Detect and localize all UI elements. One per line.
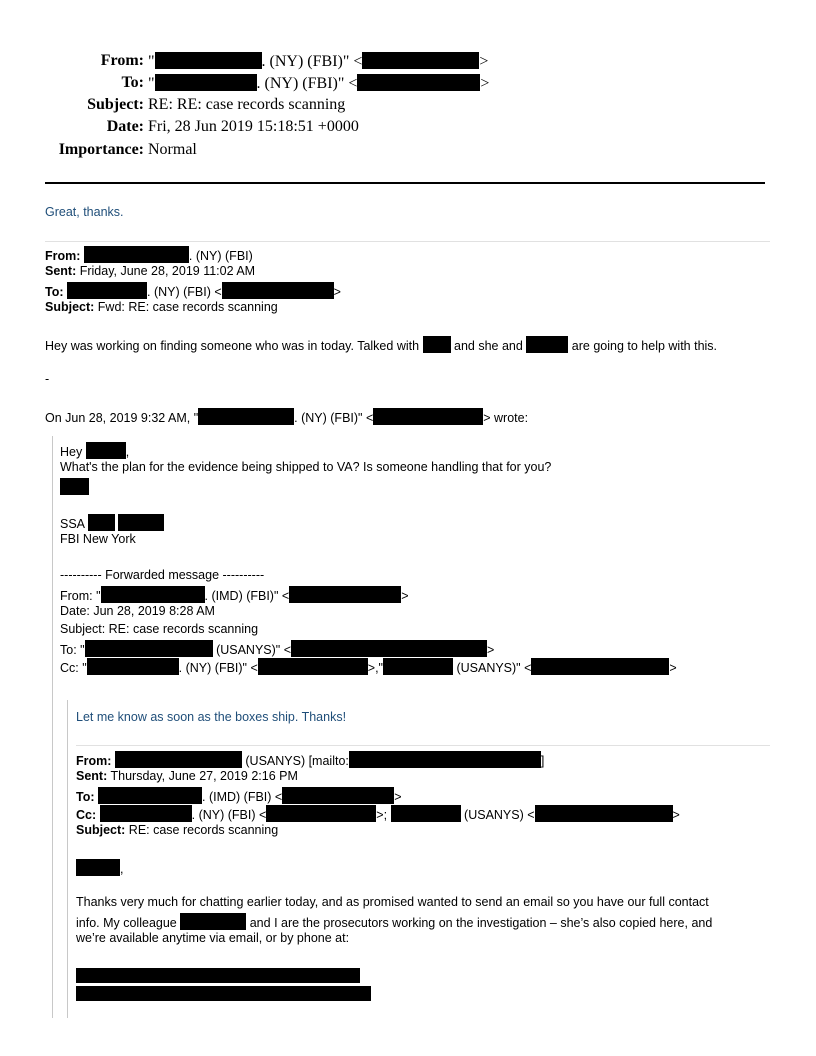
header-to-quote: " bbox=[148, 75, 155, 92]
redaction-block bbox=[67, 282, 147, 299]
header-to-row bbox=[0, 74, 816, 96]
redaction-block bbox=[362, 52, 479, 69]
redaction-block bbox=[373, 408, 483, 425]
quoted-sig-redacted bbox=[60, 478, 89, 495]
quote-intro: On Jun 28, 2019 9:32 AM, " . (NY) (FBI)" < > wrote: bbox=[45, 408, 528, 425]
redaction-block bbox=[60, 478, 89, 495]
inner-para-line-2: info. My colleague and I are the prosecutors working on the investigation – she’s also copied here, and bbox=[76, 913, 712, 930]
quoted-office: FBI New York bbox=[60, 532, 136, 546]
msg1-from-row bbox=[45, 246, 253, 263]
header-divider bbox=[45, 182, 765, 184]
redaction-block bbox=[76, 968, 360, 983]
redaction-block bbox=[88, 514, 115, 531]
msg1-to-row bbox=[45, 282, 341, 299]
msg1-from-text: . (NY) (FBI) bbox=[188, 249, 253, 263]
contact-redaction-1 bbox=[76, 967, 360, 985]
header-to-close: > bbox=[480, 75, 490, 92]
redaction-block bbox=[155, 52, 262, 69]
redaction-block bbox=[118, 514, 164, 531]
reply-body: Great, thanks. bbox=[45, 205, 124, 219]
header-from-close: > bbox=[479, 53, 489, 70]
header-importance-value: Normal bbox=[148, 141, 197, 158]
redaction-block bbox=[101, 586, 205, 603]
header-from-label: From: bbox=[100, 52, 144, 69]
inner-from-row: From: (USANYS) [mailto: ] bbox=[76, 751, 544, 768]
redaction-block bbox=[86, 442, 126, 459]
quote-bar bbox=[52, 436, 53, 1018]
redaction-block bbox=[526, 336, 568, 353]
msg1-sent-row bbox=[45, 264, 255, 278]
msg1-subject-value: Fwd: RE: case records scanning bbox=[97, 300, 278, 314]
quoted-ssa: SSA bbox=[60, 514, 164, 531]
inner-divider bbox=[76, 745, 770, 746]
inner-to-row: To: . (IMD) (FBI) < > bbox=[76, 787, 402, 804]
redaction-block bbox=[391, 805, 461, 822]
header-from-quote: " bbox=[148, 53, 155, 70]
inner-cc-row: Cc: . (NY) (FBI) < >; (USANYS) < > bbox=[76, 805, 680, 822]
msg1-subject-label: Subject: bbox=[45, 300, 95, 314]
header-from-text: . (NY) (FBI)" < bbox=[261, 53, 363, 70]
redaction-block bbox=[115, 751, 242, 768]
inner-sent-row: Sent: Thursday, June 27, 2019 2:16 PM bbox=[76, 769, 298, 783]
redaction-block bbox=[535, 805, 673, 822]
msg1-subject-row bbox=[45, 300, 278, 314]
redaction-block bbox=[531, 658, 669, 675]
contact-redaction-2 bbox=[76, 985, 371, 1003]
redaction-block bbox=[266, 805, 376, 822]
redaction-block bbox=[85, 640, 213, 657]
inner-para-line-1: Thanks very much for chatting earlier today, and as promised wanted to send an email so you have our full contact bbox=[76, 895, 709, 909]
redaction-block bbox=[180, 913, 246, 930]
msg1-body: Hey was working on finding someone who was in today. Talked with and she and are going to help with this. bbox=[45, 336, 717, 353]
header-from-row bbox=[0, 52, 816, 74]
fwd-cc-row: Cc: " . (NY) (FBI)" < >," (USANYS)" < > bbox=[60, 658, 677, 675]
redaction-block bbox=[282, 787, 394, 804]
inner-para-line-3: we’re available anytime via email, or by phone at: bbox=[76, 931, 350, 945]
redaction-block bbox=[100, 805, 192, 822]
redaction-block bbox=[76, 986, 371, 1001]
redaction-block bbox=[357, 74, 480, 91]
header-to-text: . (NY) (FBI)" < bbox=[256, 75, 358, 92]
quoted-greeting: Hey , bbox=[60, 442, 129, 459]
quoted-question: What's the plan for the evidence being shipped to VA? Is someone handling that for you? bbox=[60, 460, 552, 474]
redaction-block bbox=[198, 408, 294, 425]
header-subject-value: RE: RE: case records scanning bbox=[148, 96, 346, 113]
header-date-label: Date: bbox=[106, 118, 144, 135]
header-subject-label: Subject: bbox=[87, 96, 144, 113]
fwd-subject-row: Subject: RE: case records scanning bbox=[60, 622, 259, 636]
inner-greeting: , bbox=[76, 859, 123, 876]
header-to-label: To: bbox=[121, 74, 144, 91]
redaction-block bbox=[98, 787, 202, 804]
header-subject-row bbox=[0, 96, 816, 118]
redaction-block bbox=[291, 640, 487, 657]
inner-body: Let me know as soon as the boxes ship. Thanks! bbox=[76, 710, 347, 724]
msg1-from-label: From: bbox=[45, 249, 81, 263]
redaction-block bbox=[84, 246, 189, 263]
redaction-block bbox=[155, 74, 257, 91]
message-divider bbox=[45, 241, 770, 242]
header-importance-row bbox=[0, 141, 816, 163]
msg1-to-close: > bbox=[333, 285, 341, 299]
msg1-dash: - bbox=[45, 372, 50, 386]
header-date-value: Fri, 28 Jun 2019 15:18:51 +0000 bbox=[148, 118, 359, 135]
header-date-row bbox=[0, 118, 816, 140]
inner-quote-bar bbox=[67, 700, 68, 1018]
fwd-to-row: To: " (USANYS)" < > bbox=[60, 640, 494, 657]
msg1-to-text: . (NY) (FBI) < bbox=[147, 285, 222, 299]
fwd-date-row: Date: Jun 28, 2019 8:28 AM bbox=[60, 604, 215, 618]
header-importance-label: Importance: bbox=[58, 141, 144, 158]
inner-subject-row: Subject: RE: case records scanning bbox=[76, 823, 279, 837]
redaction-block bbox=[76, 859, 120, 876]
redaction-block bbox=[289, 586, 401, 603]
redaction-block bbox=[258, 658, 368, 675]
redaction-block bbox=[383, 658, 453, 675]
forwarded-header: ---------- Forwarded message ---------- bbox=[60, 568, 265, 582]
redaction-block bbox=[423, 336, 451, 353]
msg1-to-label: To: bbox=[45, 285, 64, 299]
redaction-block bbox=[87, 658, 179, 675]
redaction-block bbox=[349, 751, 541, 768]
msg1-sent-value: Friday, June 28, 2019 11:02 AM bbox=[79, 264, 256, 278]
msg1-sent-label: Sent: bbox=[45, 264, 77, 278]
fwd-from-row: From: " . (IMD) (FBI)" < > bbox=[60, 586, 409, 603]
redaction-block bbox=[222, 282, 334, 299]
